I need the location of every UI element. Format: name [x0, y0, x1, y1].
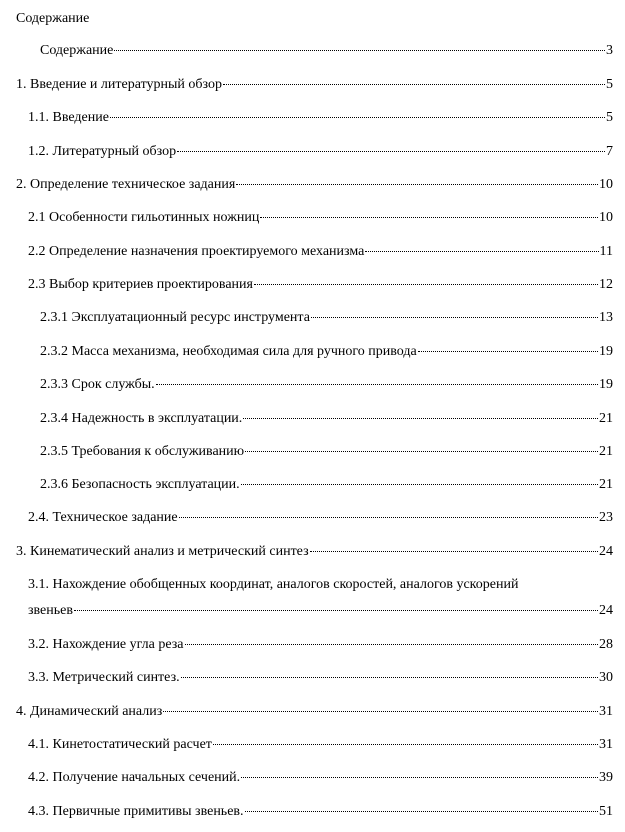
toc-dot-leader — [185, 644, 598, 645]
toc-dot-leader — [181, 677, 598, 678]
toc-dot-leader — [213, 744, 598, 745]
toc-entry[interactable] — [28, 576, 613, 620]
toc-entry[interactable] — [28, 143, 613, 161]
toc-entry[interactable] — [28, 509, 613, 527]
toc-dot-leader — [245, 451, 598, 452]
toc-entry-page: 30 — [599, 670, 613, 685]
toc-dot-leader — [260, 217, 598, 218]
toc-entry[interactable] — [28, 736, 613, 754]
toc-entry[interactable] — [28, 669, 613, 687]
toc-entry-page: 51 — [599, 804, 613, 819]
toc-entry-label: 3. Кинематический анализ и метрический синтез — [16, 544, 309, 559]
toc-entry-label: 2.2 Определение назначения проектируемого механизма — [28, 244, 365, 259]
toc-entry[interactable] — [40, 443, 613, 461]
toc-entry[interactable] — [28, 243, 613, 261]
toc-dot-leader — [241, 777, 598, 778]
toc-dot-leader — [254, 284, 598, 285]
toc-entry-label: 2.3.5 Требования к обслуживанию — [40, 444, 245, 459]
toc-entry-page: 12 — [599, 277, 613, 292]
toc-entry-page: 11 — [599, 244, 613, 259]
toc-entry-label: 4.3. Первичные примитивы звеньев. — [28, 804, 244, 819]
toc-entry-page: 7 — [606, 144, 613, 159]
toc-entry-label: 2.3.2 Масса механизма, необходимая сила для ручного привода — [40, 344, 417, 359]
toc-entry[interactable] — [28, 803, 613, 821]
toc-dot-leader — [177, 151, 605, 152]
toc-entry[interactable] — [40, 343, 613, 361]
toc-entry-page: 5 — [606, 77, 613, 92]
toc-entry-label: 4.2. Получение начальных сечений. — [28, 770, 241, 785]
toc-entry-label: 1.1. Введение — [28, 110, 109, 125]
toc-entry-page: 21 — [599, 477, 613, 492]
toc-entry-page: 23 — [599, 510, 613, 525]
toc-dot-leader — [311, 317, 598, 318]
toc-entry-page: 10 — [599, 210, 613, 225]
toc-dot-leader — [241, 484, 598, 485]
toc-dot-leader — [74, 610, 598, 611]
document-title: Содержание — [16, 11, 90, 26]
toc-entry-page: 19 — [599, 344, 613, 359]
toc-entry-page: 5 — [606, 110, 613, 125]
toc-entry-label: 2.3.1 Эксплуатационный ресурс инструмента — [40, 310, 310, 325]
toc-entry[interactable] — [28, 109, 613, 127]
toc-entry-page: 24 — [599, 544, 613, 559]
toc-entry-label: 2.3.4 Надежность в эксплуатации. — [40, 411, 243, 426]
toc-entry-page: 39 — [599, 770, 613, 785]
toc-entry[interactable] — [40, 309, 613, 327]
toc-dot-leader — [365, 251, 598, 252]
toc-dot-leader — [243, 418, 598, 419]
toc-entry-label: 2.3.6 Безопасность эксплуатации. — [40, 477, 240, 492]
toc-entry[interactable] — [28, 769, 613, 787]
toc-entry-page: 3 — [606, 43, 613, 58]
toc-entry-page: 19 — [599, 377, 613, 392]
toc-entry-label-continued: звеньев — [28, 603, 73, 618]
toc-entry[interactable] — [16, 76, 613, 94]
toc-entry[interactable] — [28, 276, 613, 294]
toc-entry-label: 2.3.3 Срок службы. — [40, 377, 155, 392]
toc-entry[interactable] — [16, 543, 613, 561]
toc-entry[interactable] — [16, 703, 613, 721]
toc-dot-leader — [179, 517, 598, 518]
toc-entry[interactable] — [28, 636, 613, 654]
toc-dot-leader — [156, 384, 598, 385]
toc-entry-label: 4.1. Кинетостатический расчет — [28, 737, 212, 752]
toc-entry-label: Содержание — [40, 43, 114, 58]
toc-dot-leader — [236, 184, 598, 185]
toc-entry-page: 31 — [599, 737, 613, 752]
toc-entry-page: 13 — [599, 310, 613, 325]
toc-entry-page: 21 — [599, 444, 613, 459]
toc-dot-leader — [110, 117, 605, 118]
toc-entry-page: 31 — [599, 704, 613, 719]
toc-entry[interactable] — [16, 176, 613, 194]
toc-entry-label: 3.1. Нахождение обобщенных координат, аналогов скоростей, аналогов ускорений — [28, 577, 519, 592]
toc-entry-label: 1. Введение и литературный обзор — [16, 77, 222, 92]
toc-entry-label: 2. Определение техническое задания — [16, 177, 236, 192]
toc-entry-label: 2.4. Техническое задание — [28, 510, 178, 525]
toc-entry[interactable] — [40, 376, 613, 394]
toc-entry-page: 28 — [599, 637, 613, 652]
toc-entry-page: 10 — [599, 177, 613, 192]
toc-entry[interactable] — [40, 42, 613, 60]
toc-entry-label: 3.3. Метрический синтез. — [28, 670, 180, 685]
toc-entry[interactable] — [40, 476, 613, 494]
toc-dot-leader — [418, 351, 598, 352]
toc-entry-label: 3.2. Нахождение угла реза — [28, 637, 184, 652]
toc-entry-label: 4. Динамический анализ — [16, 704, 163, 719]
toc-entry-label: 1.2. Литературный обзор — [28, 144, 177, 159]
toc-entry-page: 21 — [599, 411, 613, 426]
toc-dot-leader — [310, 551, 598, 552]
toc-entry-label: 2.1 Особенности гильотинных ножниц — [28, 210, 260, 225]
toc-dot-leader — [245, 811, 598, 812]
toc-dot-leader — [114, 50, 605, 51]
toc-entry-label: 2.3 Выбор критериев проектирования — [28, 277, 253, 292]
toc-dot-leader — [223, 84, 605, 85]
toc-entry-page: 24 — [599, 603, 613, 618]
toc-dot-leader — [163, 711, 598, 712]
toc-entry[interactable] — [28, 209, 613, 227]
toc-entry-continuation — [28, 602, 613, 620]
toc-entry[interactable] — [40, 410, 613, 428]
